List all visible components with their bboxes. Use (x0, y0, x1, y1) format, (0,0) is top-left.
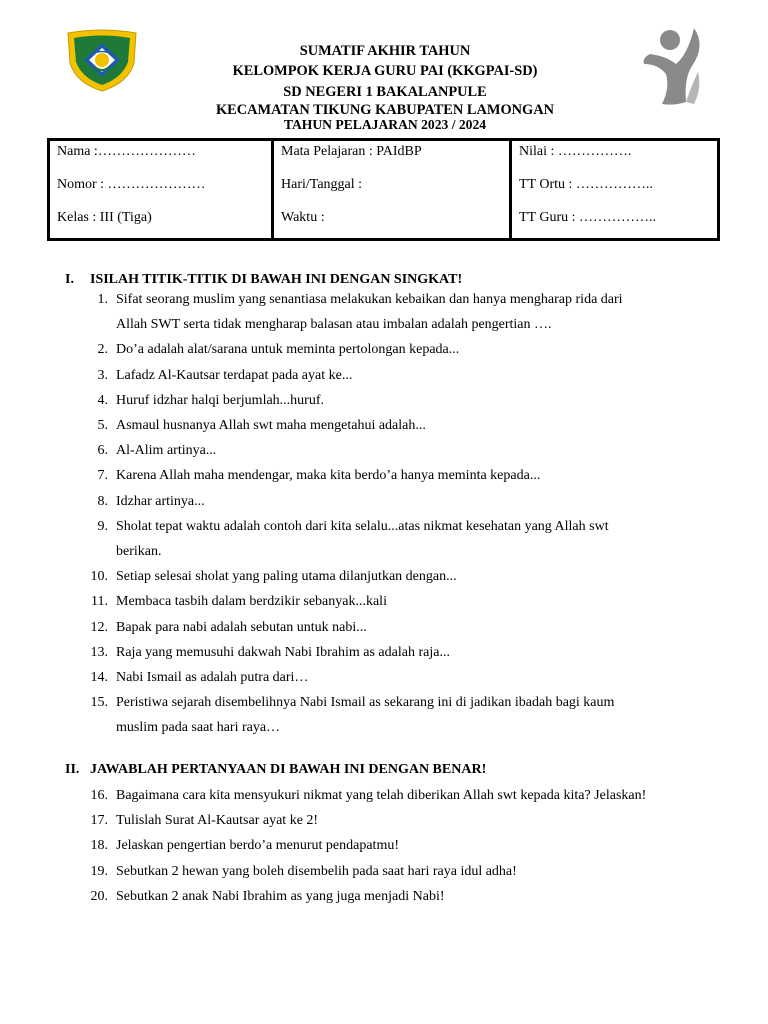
question-number: 13. (90, 644, 108, 660)
question-number: 17. (90, 813, 108, 829)
name-field[interactable]: Nama :………………… (57, 144, 196, 159)
question-text (108, 665, 308, 690)
header-district: KECAMATAN TIKUNG KABUPATEN LAMONGAN (215, 101, 555, 118)
question-text (108, 859, 517, 884)
question-number: 11. (91, 594, 108, 610)
class-field: Kelas : III (Tiga) (57, 210, 152, 225)
question-text-line: Sebutkan 2 anak Nabi Ibrahim as yang juga menjadi Nabi! (116, 888, 445, 904)
question-number: 1. (97, 292, 108, 307)
question-text (108, 463, 540, 488)
date-field[interactable]: Hari/Tanggal : (281, 177, 363, 192)
question-text-line: Allah SWT serta tidak mengharap balasan atau imbalan adalah pengertian …. (116, 317, 552, 333)
question-number: 18. (90, 838, 108, 854)
question-item (80, 363, 720, 388)
person-figure-logo (640, 24, 710, 108)
question-number: 10. (90, 569, 108, 585)
question-item (80, 337, 720, 362)
question-text (108, 615, 367, 640)
header-organization: KELOMPOK KERJA GURU PAI (KKGPAI-SD) (232, 63, 538, 80)
identity-column-student (50, 141, 274, 238)
question-item (80, 808, 720, 833)
section-1-title (65, 272, 462, 288)
question-text (108, 833, 399, 858)
parent-signature-field[interactable]: TT Ortu : …………….. (519, 177, 653, 192)
question-text (108, 413, 426, 438)
question-text-line: Tulislah Surat Al-Kautsar ayat ke 2! (116, 813, 319, 829)
identity-column-signatures (512, 141, 717, 238)
question-item (80, 589, 720, 614)
question-text (108, 783, 646, 808)
question-text (108, 287, 623, 337)
question-text-line: Raja yang memusuhi dakwah Nabi Ibrahim as adalah raja... (116, 644, 450, 660)
question-number: 8. (97, 493, 108, 509)
question-item (80, 489, 720, 514)
question-number: 7. (97, 468, 108, 484)
question-number: 16. (90, 788, 108, 803)
header-title: SUMATIF AKHIR TAHUN (299, 43, 471, 59)
question-item (80, 783, 720, 808)
question-text-line: Peristiwa sejarah disembelihnya Nabi Ismail as sekarang ini di jadikan ibadah bagi kaum (116, 695, 615, 711)
section-2-heading: JAWABLAH PERTANYAAN DI BAWAH INI DENGAN BENAR! (90, 762, 487, 777)
student-identity-table (47, 138, 720, 241)
question-item (80, 564, 720, 589)
question-item (80, 833, 720, 858)
question-text-line: Do’a adalah alat/sarana untuk meminta pertolongan kepada... (116, 342, 460, 358)
question-number: 12. (90, 619, 108, 635)
header-school: SD NEGERI 1 BAKALANPULE (283, 83, 487, 100)
section-1-number: I. (65, 272, 74, 287)
question-item (80, 514, 720, 564)
question-number: 19. (90, 863, 108, 879)
question-text-line: Sifat seorang muslim yang senantiasa melakukan kebaikan dan hanya mengharap rida dari (116, 292, 623, 307)
question-item (80, 640, 720, 665)
time-field[interactable]: Waktu : (281, 210, 325, 225)
subject-field: Mata Pelajaran : PAIdBP (281, 144, 422, 159)
question-text (108, 808, 318, 833)
question-text-line: Huruf idzhar halqi berjumlah...huruf. (116, 392, 324, 408)
teacher-signature-field[interactable]: TT Guru : …………….. (519, 210, 657, 225)
question-text (108, 640, 450, 665)
question-text-line: Asmaul husnanya Allah swt maha mengetahui adalah... (116, 418, 426, 434)
question-text-line: Idzhar artinya... (116, 493, 205, 509)
question-item (80, 690, 720, 740)
question-text-line: Al-Alim artinya... (116, 443, 217, 459)
question-text (108, 564, 457, 589)
question-text (108, 489, 205, 514)
question-item (80, 665, 720, 690)
question-item (80, 413, 720, 438)
question-number: 9. (97, 518, 108, 534)
question-number: 6. (97, 443, 108, 459)
identity-column-subject (274, 141, 512, 238)
question-text-line: berikan. (116, 544, 162, 560)
question-text (108, 589, 387, 614)
question-item (80, 438, 720, 463)
question-number: 15. (90, 695, 108, 711)
section-2-title (65, 762, 486, 778)
question-text (108, 363, 352, 388)
question-number: 4. (97, 392, 108, 408)
section-1-questions (80, 287, 720, 741)
question-number: 2. (97, 342, 108, 358)
header-school-year: TAHUN PELAJARAN 2023 / 2024 (283, 116, 487, 132)
score-field[interactable]: Nilai : ……………. (519, 144, 632, 159)
question-text (108, 438, 216, 463)
question-text-line: Nabi Ismail as adalah putra dari… (116, 670, 309, 686)
question-text-line: Karena Allah maha mendengar, maka kita berdo’a hanya meminta kepada... (116, 468, 541, 484)
question-text (108, 690, 614, 740)
question-number: 14. (90, 670, 108, 686)
question-text-line: muslim pada saat hari raya… (116, 720, 281, 736)
question-item (80, 463, 720, 488)
question-text-line: Setiap selesai sholat yang paling utama dilanjutkan dengan... (116, 569, 457, 585)
question-text (108, 514, 609, 564)
regency-emblem-logo (64, 29, 140, 93)
question-item (80, 388, 720, 413)
question-text-line: Bagaimana cara kita mensyukuri nikmat yang telah diberikan Allah swt kepada kita? Jelaskan! (116, 788, 647, 803)
question-item (80, 615, 720, 640)
question-item (80, 859, 720, 884)
question-number: 3. (97, 367, 108, 383)
question-text (108, 388, 324, 413)
document-header (150, 41, 620, 132)
number-field[interactable]: Nomor : ………………… (57, 177, 206, 192)
question-number: 20. (90, 888, 108, 904)
section-2-questions (80, 783, 720, 909)
question-text-line: Sholat tepat waktu adalah contoh dari kita selalu...atas nikmat kesehatan yang Allah swt (116, 518, 609, 534)
question-number: 5. (97, 418, 108, 434)
question-item (80, 287, 720, 337)
question-text-line: Lafadz Al-Kautsar terdapat pada ayat ke... (116, 367, 353, 383)
question-item (80, 884, 720, 909)
section-1-heading: ISILAH TITIK-TITIK DI BAWAH INI DENGAN SINGKAT! (90, 272, 463, 287)
question-text (108, 337, 459, 362)
question-text-line: Bapak para nabi adalah sebutan untuk nabi... (116, 619, 367, 635)
question-text-line: Jelaskan pengertian berdo’a menurut pendapatmu! (116, 838, 400, 854)
question-text (108, 884, 445, 909)
section-2-number: II. (65, 762, 80, 777)
question-text-line: Membaca tasbih dalam berdzikir sebanyak...kali (116, 594, 387, 610)
question-text-line: Sebutkan 2 hewan yang boleh disembelih pada saat hari raya idul adha! (116, 863, 517, 879)
